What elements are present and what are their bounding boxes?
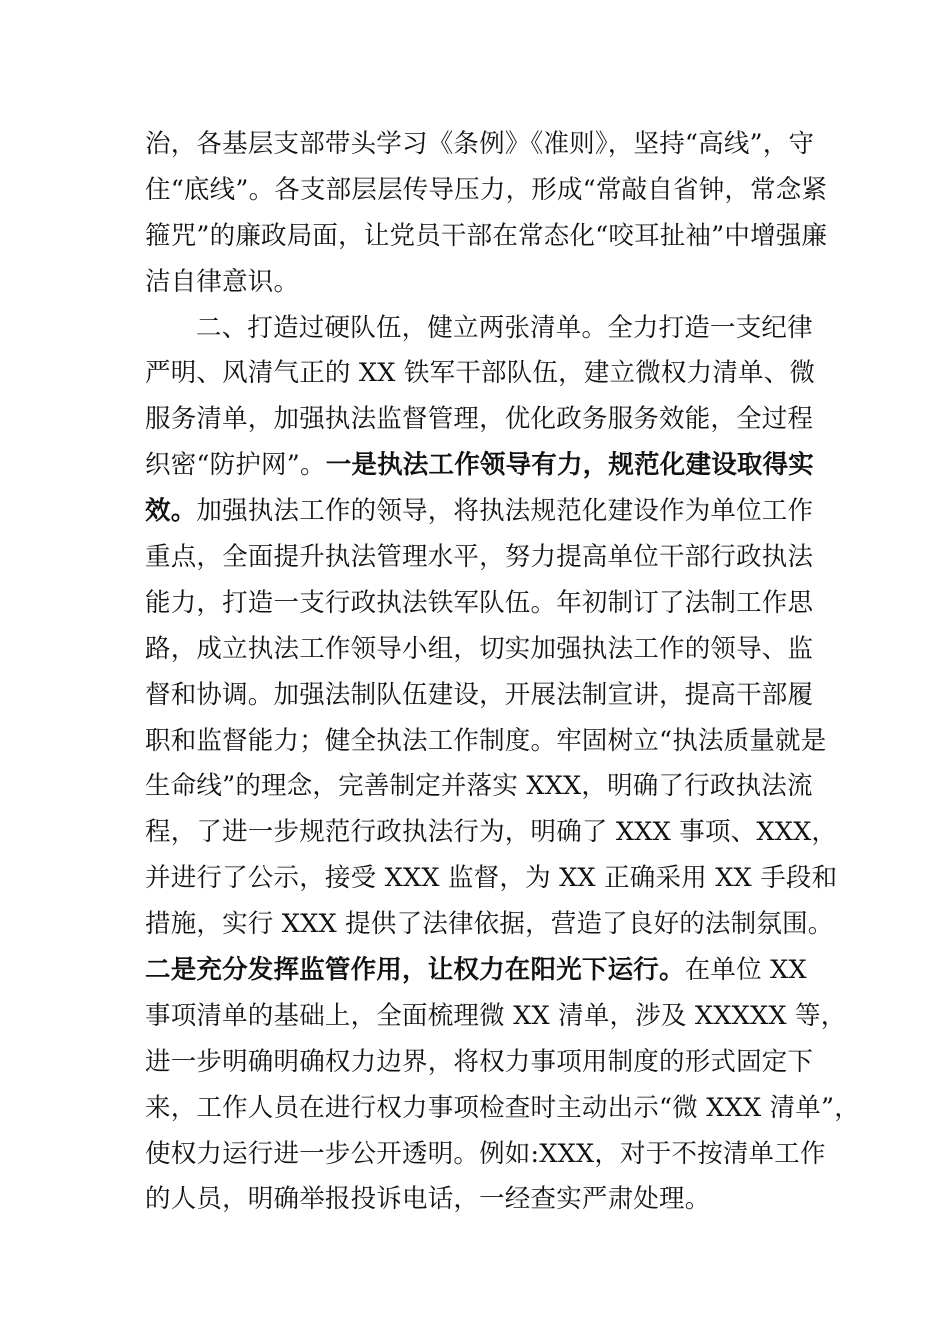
bold-subheading: 二是充分发挥监管作用，让权力在阳光下运行。 [145,955,685,986]
text-line: 职和监督能力；健全执法工作制度。牢固树立“执法质量就是 [145,725,827,756]
paragraph-team-building [145,306,860,1224]
text-line: 住“底线”。各支部层层传导压力，形成“常敲自省钟，常念紧 [145,174,828,205]
text-line: 督和协调。加强法制队伍建设，开展法制宣讲，提高干部履 [145,679,814,710]
text-line: 事项清单的基础上，全面梳理微 XX 清单，涉及 XXXXX 等， [145,1000,847,1031]
text-line: 使权力运行进一步公开透明。例如:XXX，对于不按清单工作 [145,1138,826,1169]
text-line: 措施，实行 XXX 提供了法律依据，营造了良好的法制氛围。 [145,909,834,940]
text-line: 路，成立执法工作领导小组，切实加强执法工作的领导、监 [145,633,814,664]
text-line: 生命线”的理念，完善制定并落实 XXX，明确了行政执法流 [145,771,813,802]
text-line [145,948,835,994]
text-line: 来，工作人员在进行权力事项检查时主动出示“微 XXX 清单”， [145,1092,860,1123]
text-line: 并进行了公示，接受 XXX 监督，为 XX 正确采用 XX 手段和 [145,863,838,894]
text-line: 重点，全面提升执法管理水平，努力提高单位干部行政执法 [145,542,814,573]
paragraph-discipline [145,122,835,306]
text-line: 进一步明确明确权力边界，将权力事项用制度的形式固定下 [145,1046,814,1077]
section-heading-line: 二、打造过硬队伍，健立两张清单。全力打造一支纪律 [196,312,813,343]
text-line: 能力，打造一支行政执法铁军队伍。年初制订了法制工作思 [145,587,814,618]
bold-subheading: 效。 [145,496,197,527]
document-body [145,122,860,1223]
text-segment: 在单位 XX [684,955,807,986]
text-line: 箍咒”的廉政局面，让党员干部在常态化“咬耳扯袖”中增强廉 [145,220,828,251]
text-segment: 加强执法工作的领导，将执法规范化建设作为单位工作 [196,496,814,527]
text-line: 程，了进一步规范行政执法行为，明确了 XXX 事项、XXX， [145,817,838,848]
text-segment: 织密“防护网”。 [145,450,326,481]
text-line: 的人员，明确举报投诉电话，一经查实严肃处理。 [145,1184,711,1215]
text-line [145,443,835,489]
text-line: 服务清单，加强执法监督管理，优化政务服务效能，全过程 [145,404,814,435]
bold-subheading: 一是执法工作领导有力，规范化建设取得实 [325,450,814,481]
text-line: 洁自律意识。 [145,266,300,297]
text-line [145,489,835,535]
text-line: 严明、风清气正的 XX 铁军干部队伍，建立微权力清单、微 [145,358,816,389]
text-line: 治，各基层支部带头学习《条例》《准则》，坚持“高线”，守 [145,129,815,159]
